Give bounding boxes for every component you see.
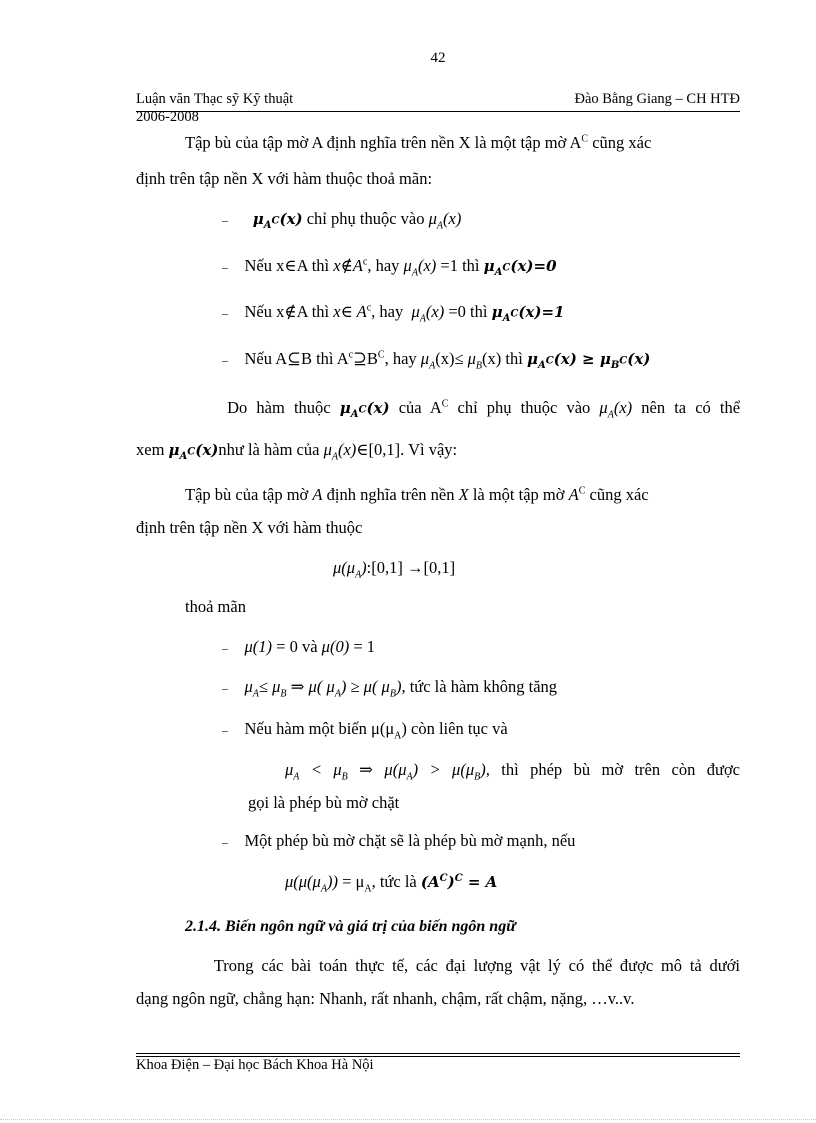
- paragraph-2-line-2: xem $\mu_{A^C}(x)như$ là hàm của $\mu_A(x)\in[0,1]$. Vì vậy:: [136, 440, 458, 463]
- formula-complement-mapping: $\mu(\mu_A):[0,1] \to[0,1]$: [333, 558, 456, 581]
- paragraph-3-line-1: Tập bù của tập mờ A định nghĩa trên nền X là một tập mờ $A^C$ cũng xác: [185, 485, 649, 504]
- condition-4: – Một phép bù mờ chặt sẽ là phép bù mờ mạnh, nếu: [222, 831, 576, 850]
- header-years: 2006-2008: [136, 109, 199, 125]
- paragraph-3-line-2: định trên tập nền X với hàm thuộc: [136, 518, 363, 537]
- header-left: Luận văn Thạc sỹ Kỹ thuật: [136, 91, 294, 107]
- condition-3-continuation: gọi là phép bù mờ chặt: [248, 793, 400, 812]
- paragraph-2-line-1: Do hàm thuộc $\mu_{A^C}(x)$ của $A^C$ chỉ phụ thuộc vào $\mu_A(x)$ nên ta có thể: [227, 398, 741, 421]
- condition-2: – $\mu_A\le \mu_B$ ⇒ μ( $\mu_A) \ge \mu$( $\mu_B$), tức là hàm không tăng: [222, 677, 558, 700]
- footer-rule-1: [136, 1053, 740, 1054]
- page-bottom-dotted-edge: [0, 1119, 816, 1120]
- footer-text: Khoa Điện – Đại học Bách Khoa Hà Nội: [136, 1057, 374, 1073]
- condition-3-formula: $\mu_A < \mu_B$ ⇒ $\mu(\mu_A) > \mu(\mu_B)$, thì phép bù mờ trên còn được: [285, 760, 740, 783]
- paragraph-4-line-1: Trong các bài toán thực tế, các đại lượng vật lý có thể được mô tả dưới: [213, 956, 741, 975]
- section-heading: 2.1.4. Biến ngôn ngữ và giá trị của biến ngôn ngữ: [185, 918, 516, 935]
- thoa-man-label: thoả mãn: [185, 597, 246, 616]
- paragraph-4-line-2: dạng ngôn ngữ, chẳng hạn: Nhanh, rất nhanh, chậm, rất chậm, nặng, …v..v.: [136, 989, 635, 1008]
- condition-1: – μ(1) = 0 và μ(0) = 1: [222, 637, 376, 656]
- bullet-4: – Nếu A⊆B thì $A^c⊇B^C$, hay $\mu_A(x)\le \mu_B(x)$ thì $\mu_{A^C}(x) \ge \mu_{B^C}(x)$: [222, 349, 651, 372]
- bullet-2: – Nếu x∈A thì $x\notin A^c$, hay $\mu_A(x) =1$ thì $\mu_{A^C}(x)=0$: [222, 256, 557, 279]
- paragraph-1-line-1: Tập bù của tập mờ A định nghĩa trên nền X là một tập mờ $A^C$ cũng xác: [185, 133, 652, 152]
- condition-3: – Nếu hàm một biến $\mu(\mu_A)$ còn liên tục và: [222, 719, 508, 742]
- formula-strong-complement: $\mu(\mu(\mu_A)) = \mu_A$, tức là $(A^C)^C = A$: [285, 872, 498, 895]
- bullet-1: – $\mu_{A^C}(x)$ chỉ phụ thuộc vào $\mu_A(x)$: [222, 209, 462, 232]
- header-right: Đào Bằng Giang – CH HTĐ: [574, 91, 740, 107]
- paragraph-1-line-2: định trên tập nền X với hàm thuộc thoả mãn:: [136, 169, 433, 188]
- bullet-3: – Nếu x∉A thì x∈ $A^c$, hay $\mu_A(x) =0$ thì $\mu_{A^C}(x)=1$: [222, 302, 565, 325]
- header-rule: [136, 111, 740, 112]
- page-number: 42: [430, 50, 446, 66]
